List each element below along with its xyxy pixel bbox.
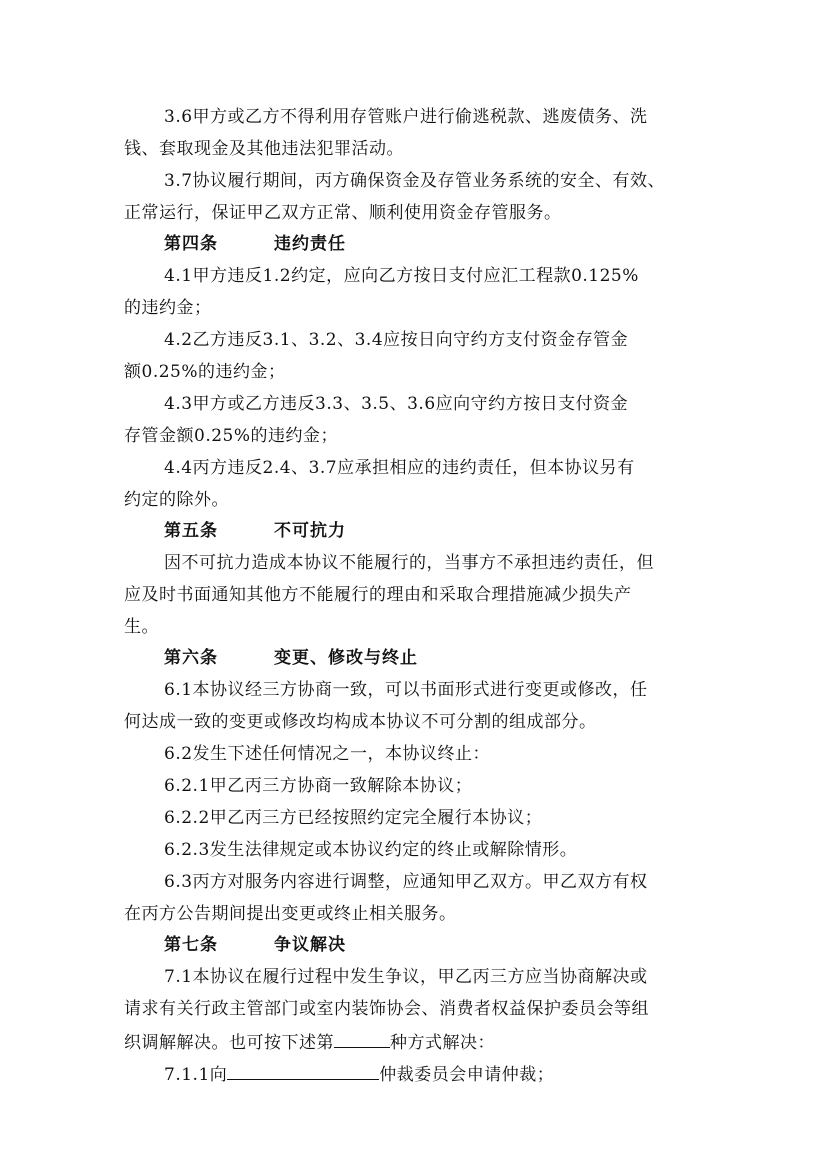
paragraph-line: 6.2.1甲乙丙三方协商一致解除本协议； [164,776,473,796]
paragraph-line: 在丙方公告期间提出变更或终止相关服务。 [124,904,457,924]
section-heading-7 [164,933,703,957]
fill-in-blank[interactable] [227,1061,379,1080]
paragraph-line-with-blank [124,1029,703,1055]
paragraph-line: 6.2.2甲乙丙三方已经按照约定完全履行本协议； [164,808,543,828]
heading-title: 变更、修改与终止 [274,648,418,668]
paragraph-line: 约定的除外。 [124,490,229,510]
paragraph-line: 3.6甲方或乙方不得利用存管账户进行偷逃税款、逃废债务、洗 [164,107,648,127]
heading-title: 争议解决 [274,935,346,955]
paragraph-line: 6.1本协议经三方协商一致，可以书面形式进行变更或修改，任 [164,680,648,700]
paragraph-line: 额0.25%的违约金； [124,362,286,382]
heading-number: 第四条 [164,234,218,254]
paragraph-line: 何达成一致的变更或修改均构成本协议不可分割的组成部分。 [124,712,597,732]
paragraph-line: 钱、套取现金及其他违法犯罪活动。 [124,139,404,159]
paragraph-line: 4.3甲方或乙方违反3.3、3.5、3.6应向守约方按日支付资金 [164,394,629,414]
heading-number: 第七条 [164,935,218,955]
heading-title: 违约责任 [274,234,346,254]
section-heading-5 [164,519,703,543]
line-text: 织调解解决。也可按下述第 [124,1033,334,1053]
section-heading-4 [164,232,703,256]
paragraph-line: 正常运行，保证甲乙双方正常、顺利使用资金存管服务。 [124,203,562,223]
paragraph-line: 因不可抗力造成本协议不能履行的，当事方不承担违约责任，但 [164,553,654,573]
paragraph-line: 6.3丙方对服务内容进行调整，应通知甲乙双方。甲乙双方有权 [164,872,648,892]
paragraph-line: 6.2.3发生法律规定或本协议约定的终止或解除情形。 [164,840,578,860]
line-text: 种方式解决： [390,1033,495,1053]
paragraph-line: 存管金额0.25%的违约金； [124,426,339,446]
line-text: 仲裁委员会申请仲裁； [379,1065,555,1085]
section-heading-6 [164,646,703,670]
paragraph-line: 的违约金； [124,298,212,318]
heading-number: 第五条 [164,521,218,541]
heading-title: 不可抗力 [274,521,346,541]
fill-in-blank[interactable] [334,1029,390,1048]
heading-number: 第六条 [164,648,218,668]
paragraph-line: 4.2乙方违反3.1、3.2、3.4应按日向守约方支付资金存管金 [164,330,629,350]
line-text: 7.1.1向 [164,1065,228,1085]
paragraph-line: 6.2发生下述任何情况之一，本协议终止： [164,744,491,764]
paragraph-line: 4.1甲方违反1.2约定，应向乙方按日支付应汇工程款0.125% [164,266,639,286]
paragraph-line: 生。 [124,617,159,637]
paragraph-line-with-blank [164,1061,703,1087]
paragraph-line: 7.1本协议在履行过程中发生争议，甲乙丙三方应当协商解决或 [164,967,648,987]
paragraph-line: 请求有关行政主管部门或室内装饰协会、消费者权益保护委员会等组 [124,999,649,1019]
paragraph-line: 4.4丙方违反2.4、3.7应承担相应的违约责任，但本协议另有 [164,458,635,478]
paragraph-line: 应及时书面通知其他方不能履行的理由和采取合理措施减少损失产 [124,585,632,605]
paragraph-line: 3.7协议履行期间，丙方确保资金及存管业务系统的安全、有效、 [164,171,666,191]
